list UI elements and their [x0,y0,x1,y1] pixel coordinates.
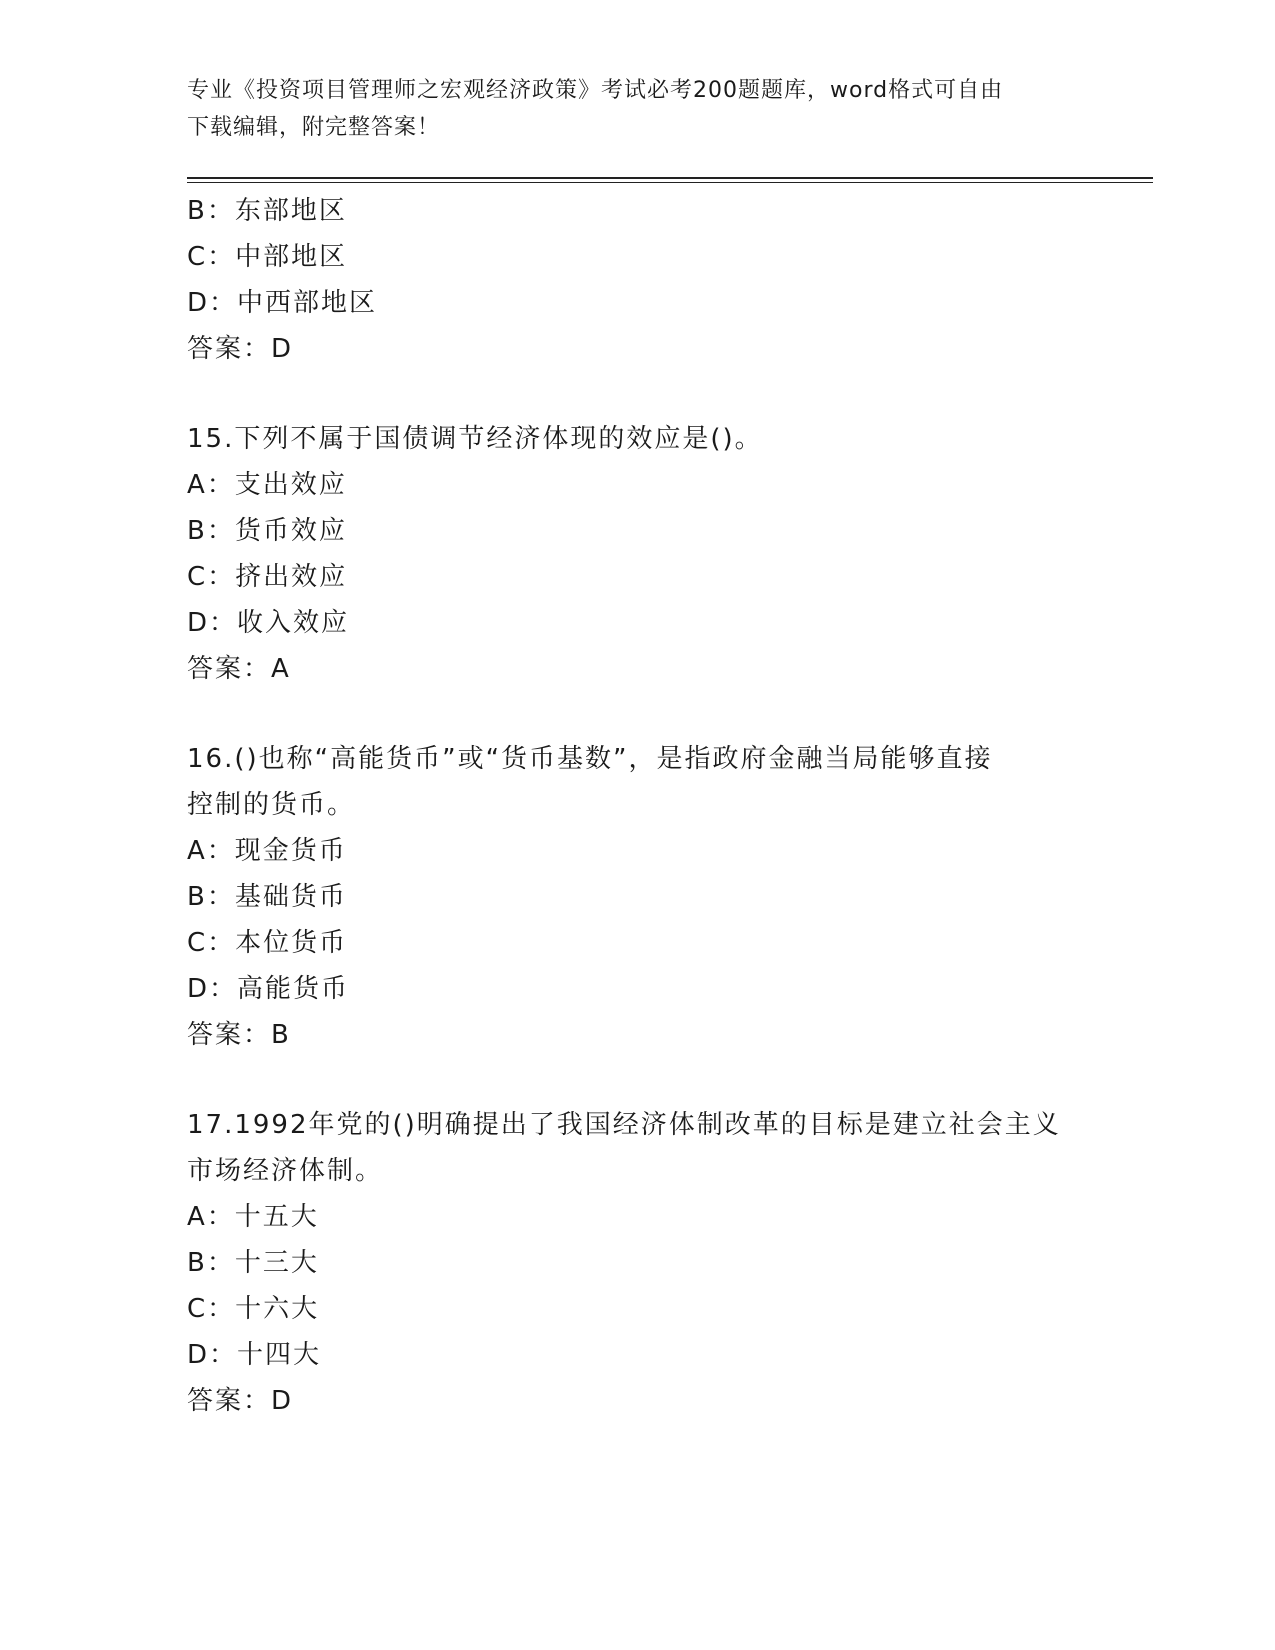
option-d: D：收入效应 [187,608,350,638]
header-line-1: 专业《投资项目管理师之宏观经济政策》考试必考200题题库，word格式可自由 [187,78,1004,103]
option-c: C：十六大 [187,1294,320,1324]
question-15 [187,416,1087,692]
option-d: D：十四大 [187,1340,322,1370]
question-stem [187,416,1087,462]
option-a: A：现金货币 [187,836,347,866]
option-b: B：货币效应 [187,516,347,546]
question-stem [187,1102,1087,1194]
option-c: C：挤出效应 [187,562,348,592]
answer-line: 答案：D [187,1386,294,1416]
question-stem-line: 17.1992年党的()明确提出了我国经济体制改革的目标是建立社会主义 [187,1110,1061,1140]
question-stem-line: 15.下列不属于国债调节经济体现的效应是()。 [187,424,763,454]
option-d: D：中西部地区 [187,288,378,318]
document-header [187,72,1067,146]
document-body [187,188,1087,1424]
header-line-2: 下载编辑，附完整答案！ [187,115,441,140]
question-stem-line: 市场经济体制。 [187,1156,384,1186]
question-stem-line: 16.()也称“高能货币”或“货币基数”，是指政府金融当局能够直接 [187,744,993,774]
answer-line: 答案：B [187,1020,291,1050]
question-16 [187,736,1087,1058]
option-a: A：十五大 [187,1202,319,1232]
answer-line: 答案：A [187,654,291,684]
option-b: B：东部地区 [187,196,347,226]
header-divider-thin [187,182,1153,183]
answer-line: 答案：D [187,334,294,364]
option-d: D：高能货币 [187,974,350,1004]
option-a: A：支出效应 [187,470,347,500]
option-c: C：本位货币 [187,928,348,958]
question-stem [187,736,1087,828]
option-b: B：基础货币 [187,882,347,912]
header-divider-thick [187,177,1153,179]
question-block-continued [187,188,1087,372]
question-stem-line: 控制的货币。 [187,790,356,820]
question-17 [187,1102,1087,1424]
option-b: B：十三大 [187,1248,319,1278]
option-c: C：中部地区 [187,242,348,272]
